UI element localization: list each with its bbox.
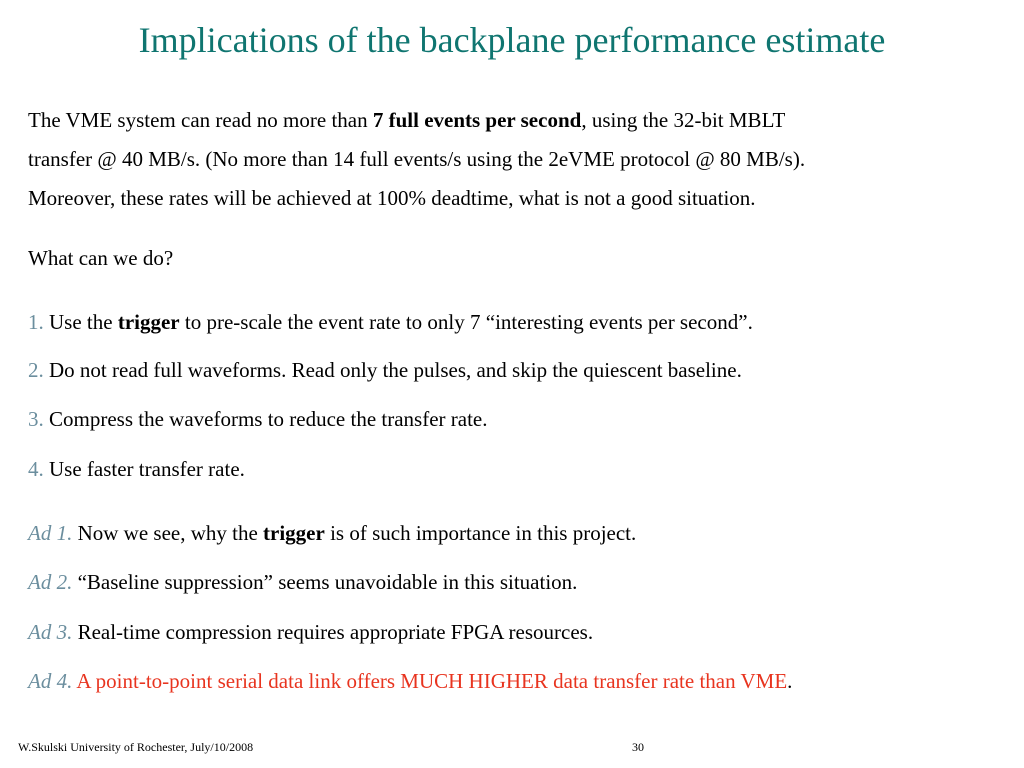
question: What can we do? xyxy=(28,246,174,270)
option-number: 3. xyxy=(28,407,44,431)
answer-highlight-text: A point-to-point serial data link offers MUCH HIGHER data transfer rate than VME xyxy=(72,669,788,693)
option-text: Do not read full waveforms. Read only the pulses, and skip the quiescent baseline. xyxy=(43,358,742,382)
option-item-3 xyxy=(28,404,488,434)
answer-item-3 xyxy=(28,617,593,647)
answer-label: Ad 4. xyxy=(28,669,73,693)
footer-affiliation: Rochester, July/10/2008 xyxy=(136,740,254,754)
option-number: 4. xyxy=(28,457,44,481)
answer-label: Ad 3. xyxy=(28,620,73,644)
answer-item-2 xyxy=(28,567,577,597)
intro-line-2: transfer @ 40 MB/s. (No more than 14 full events/s using the 2eVME protocol @ 80 MB/s). xyxy=(28,147,806,171)
answer-item-4 xyxy=(28,666,792,696)
option-number: 1. xyxy=(28,310,44,334)
intro-line-1 xyxy=(28,101,805,140)
answer-item-1 xyxy=(28,518,636,548)
option-number: 2. xyxy=(28,358,44,382)
footer-credit xyxy=(18,740,253,755)
option-item-1 xyxy=(28,307,753,337)
intro-text: The VME system can read no more than xyxy=(28,108,373,132)
answer-text: Real-time compression requires appropriate FPGA resources. xyxy=(72,620,594,644)
option-item-2 xyxy=(28,355,742,385)
answer-label: Ad 1. xyxy=(28,521,73,545)
answer-text: “Baseline suppression” seems unavoidable in this situation. xyxy=(72,570,578,594)
answer-text: . xyxy=(787,669,793,693)
intro-text: , using the 32-bit MBLT xyxy=(581,108,786,132)
option-text: Use faster transfer rate. xyxy=(43,457,245,481)
page-number: 30 xyxy=(632,740,644,754)
option-emphasis: trigger xyxy=(117,310,180,334)
answer-text: is of such importance in this project. xyxy=(324,521,637,545)
intro-paragraph xyxy=(28,101,805,218)
answer-text: Now we see, why the xyxy=(72,521,264,545)
option-text: to pre-scale the event rate to only 7 “interesting events per second”. xyxy=(179,310,753,334)
intro-line-3: Moreover, these rates will be achieved at 100% deadtime, what is not a good situation. xyxy=(28,186,756,210)
slide-title: Implications of the backplane performance estimate xyxy=(138,20,886,60)
answer-emphasis: trigger xyxy=(263,521,325,545)
footer-author: W.Skulski University of xyxy=(18,740,137,754)
option-text: Compress the waveforms to reduce the transfer rate. xyxy=(43,407,488,431)
option-item-4 xyxy=(28,454,245,484)
intro-emphasis: 7 full events per second xyxy=(372,108,582,132)
option-text: Use the xyxy=(43,310,118,334)
answer-label: Ad 2. xyxy=(28,570,73,594)
